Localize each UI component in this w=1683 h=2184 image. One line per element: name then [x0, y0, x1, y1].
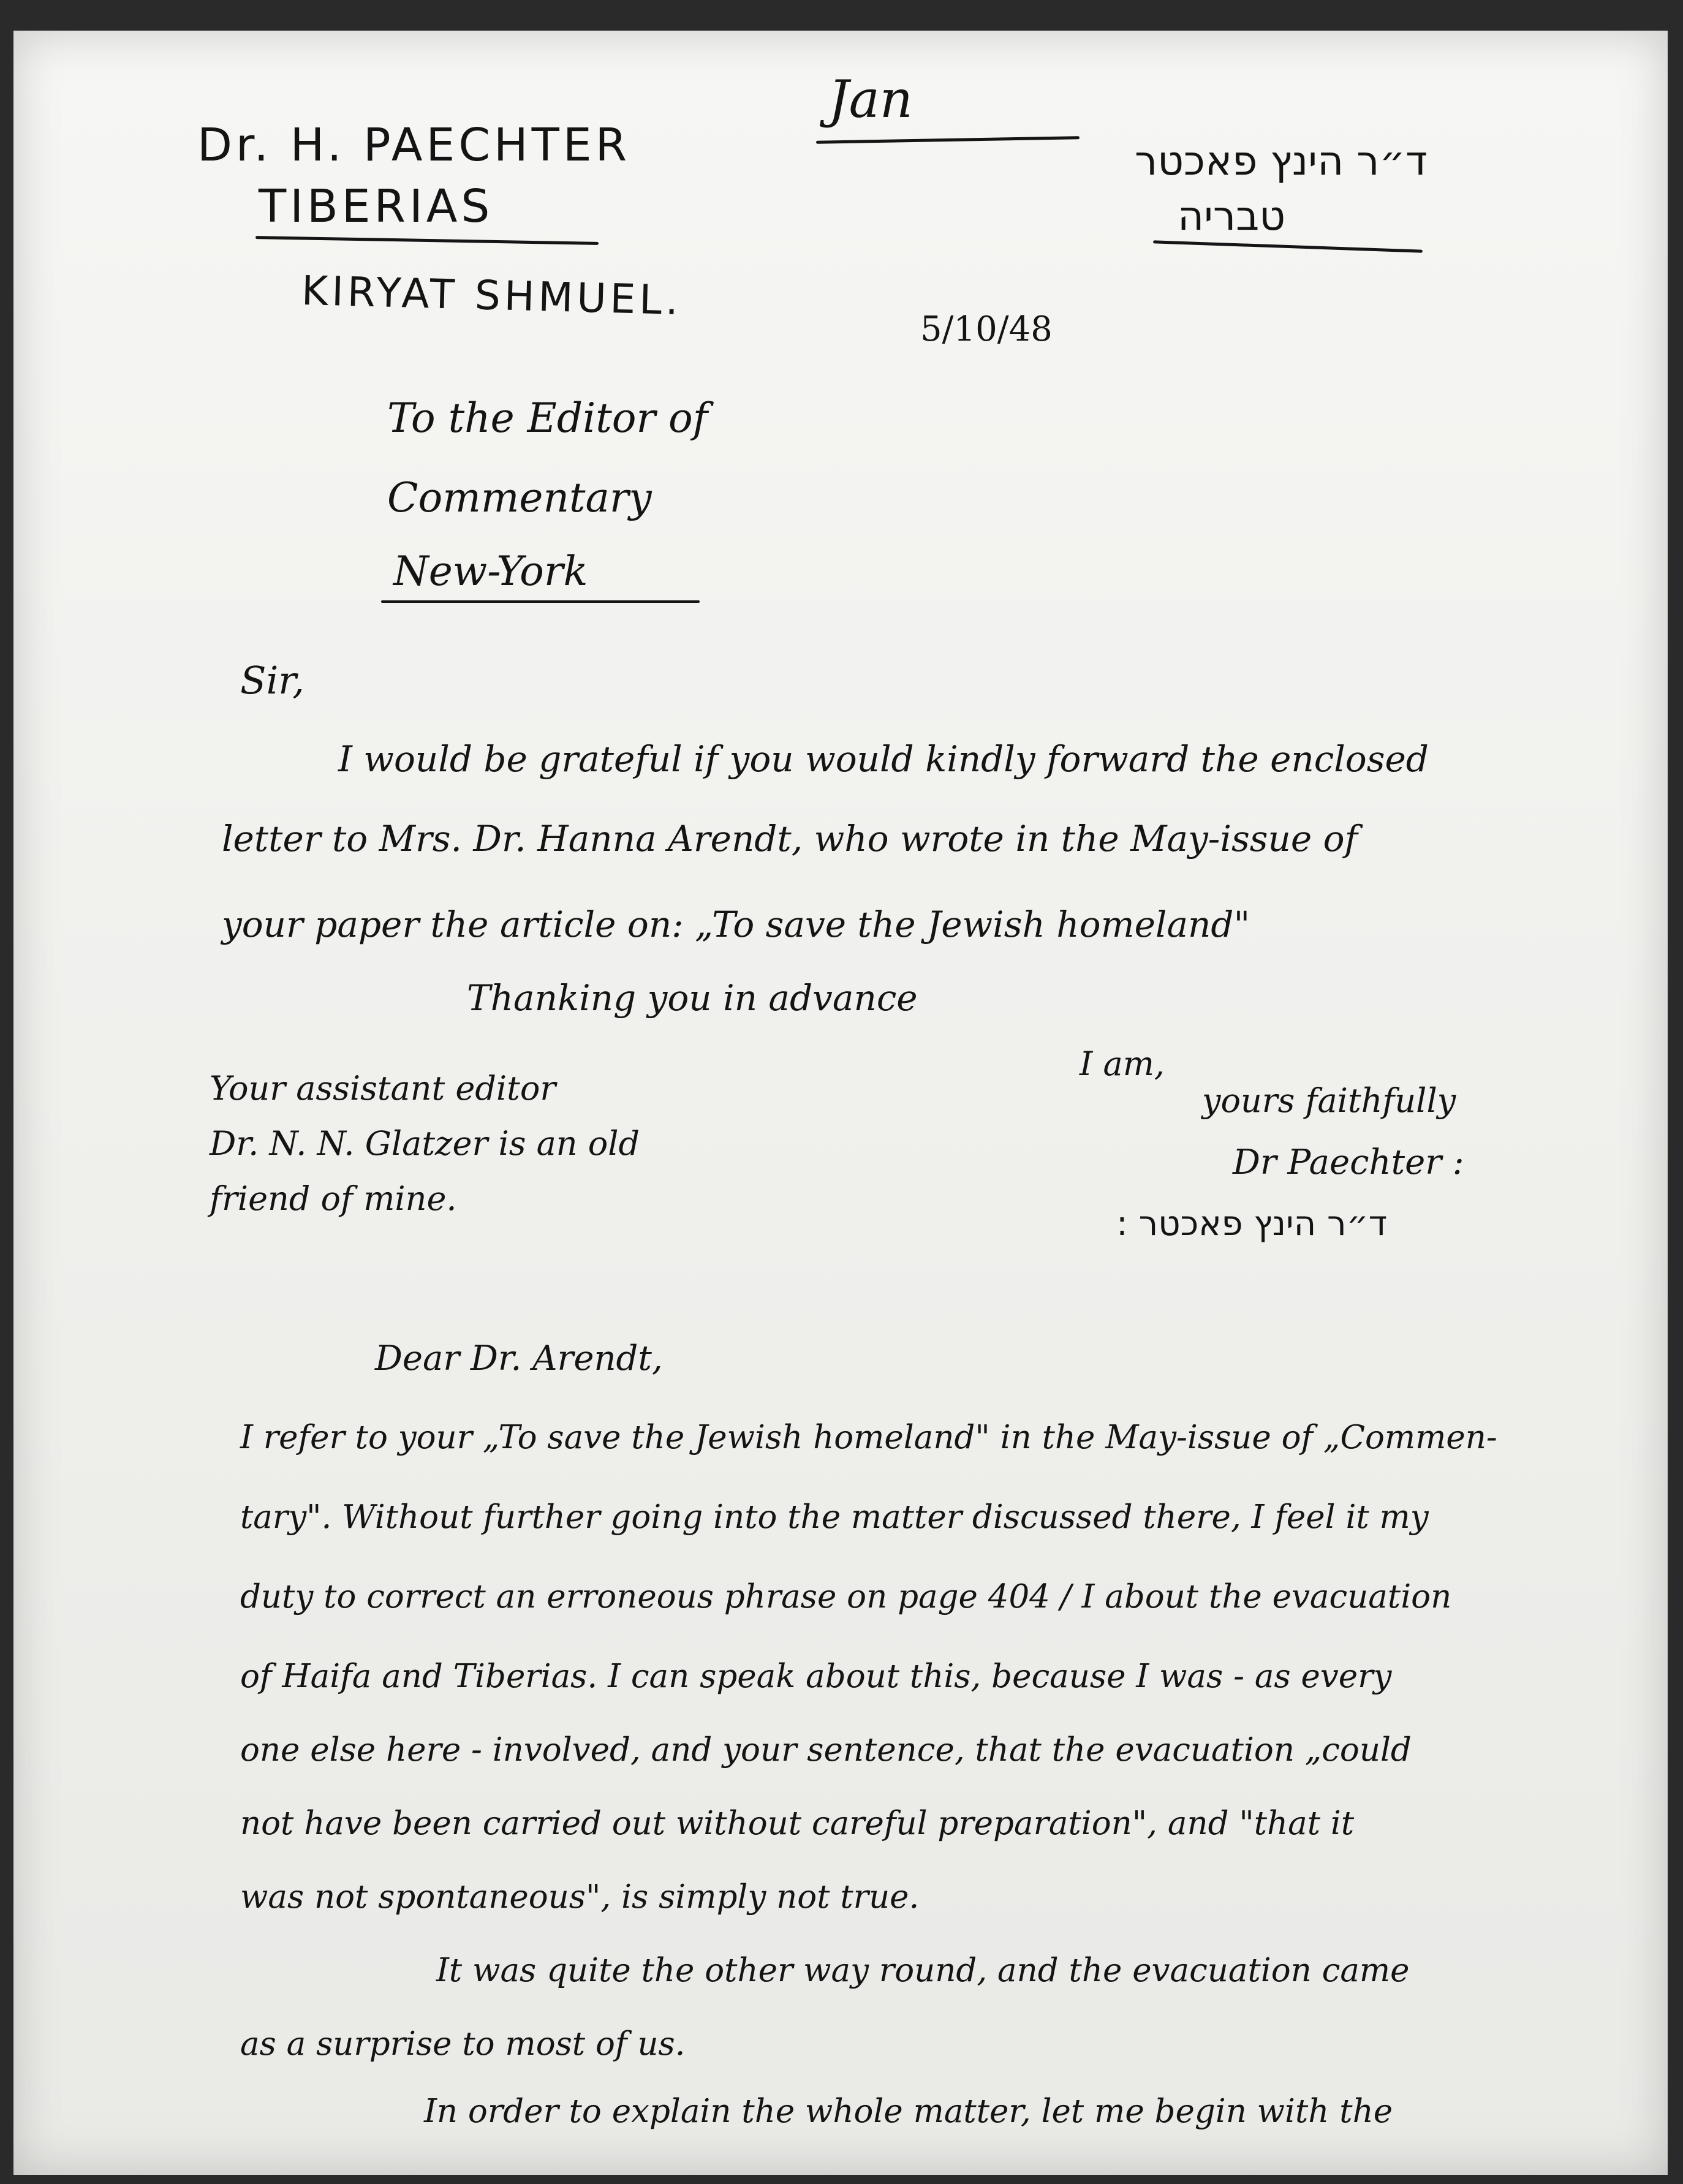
cover-salutation: Sir, [240, 658, 304, 703]
cover-closing: yours faithfully [1202, 1081, 1456, 1120]
cover-body-line: letter to Mrs. Dr. Hanna Arendt, who wrote in the May-issue of [222, 818, 1358, 860]
letter-line: not have been carried out without careful preparation", and "that it [240, 1805, 1355, 1842]
sender-city: TIBERIAS [259, 180, 494, 233]
letter-line: tary". Without further going into the matter discussed there, I feel it my [240, 1498, 1429, 1536]
address-line-3: New-York [393, 548, 588, 595]
letter-line: one else here - involved, and your sentence, that the evacuation „could [240, 1731, 1412, 1769]
hebrew-underline [1153, 240, 1423, 252]
letter-line: In order to explain the whole matter, let me begin with the [424, 2093, 1393, 2130]
letter-date: 5/10/48 [920, 309, 1053, 349]
letter-line: as a surprise to most of us. [240, 2025, 686, 2063]
letter-page [13, 31, 1668, 2175]
postscript-line: Dr. N. N. Glatzer is an old [210, 1124, 640, 1163]
cover-signature: Dr Paechter : [1233, 1143, 1464, 1182]
hebrew-letterhead-name: ד״ר הינץ פאכטר [1135, 137, 1428, 184]
cover-hebrew-signature: ד״ר הינץ פאכטר : [1116, 1204, 1388, 1244]
cover-closing-lead: I am, [1080, 1045, 1165, 1083]
postscript-line: Your assistant editor [210, 1069, 556, 1108]
address-underline [381, 600, 700, 603]
cover-body-line: I would be grateful if you would kindly forward the enclosed [338, 738, 1429, 780]
letter-line: was not spontaneous", is simply not true. [240, 1878, 920, 1916]
postscript-line: friend of mine. [210, 1179, 457, 1218]
sender-name: Dr. H. PAECHTER [197, 119, 631, 172]
hebrew-letterhead-city: טבריה [1178, 192, 1286, 240]
city-underline [255, 236, 599, 245]
letter-line: duty to correct an erroneous phrase on page 404 / I about the evacuation [240, 1578, 1452, 1615]
letter-line: I refer to your „To save the Jewish homeland" in the May-issue of „Commen- [240, 1419, 1497, 1456]
letter-line: of Haifa and Tiberias. I can speak about this, because I was - as every [240, 1658, 1392, 1695]
sender-district: KIRYAT SHMUEL. [301, 266, 683, 325]
top-mark: Jan [828, 69, 913, 129]
address-line-1: To the Editor of [387, 395, 708, 442]
letter-salutation: Dear Dr. Arendt, [375, 1339, 663, 1378]
cover-body-line: your paper the article on: „To save the Jewish homeland" [222, 904, 1250, 945]
top-mark-underline [816, 136, 1080, 144]
letter-line: It was quite the other way round, and the evacuation came [436, 1952, 1410, 1989]
cover-thanks: Thanking you in advance [467, 977, 918, 1019]
address-line-2: Commentary [387, 474, 652, 521]
